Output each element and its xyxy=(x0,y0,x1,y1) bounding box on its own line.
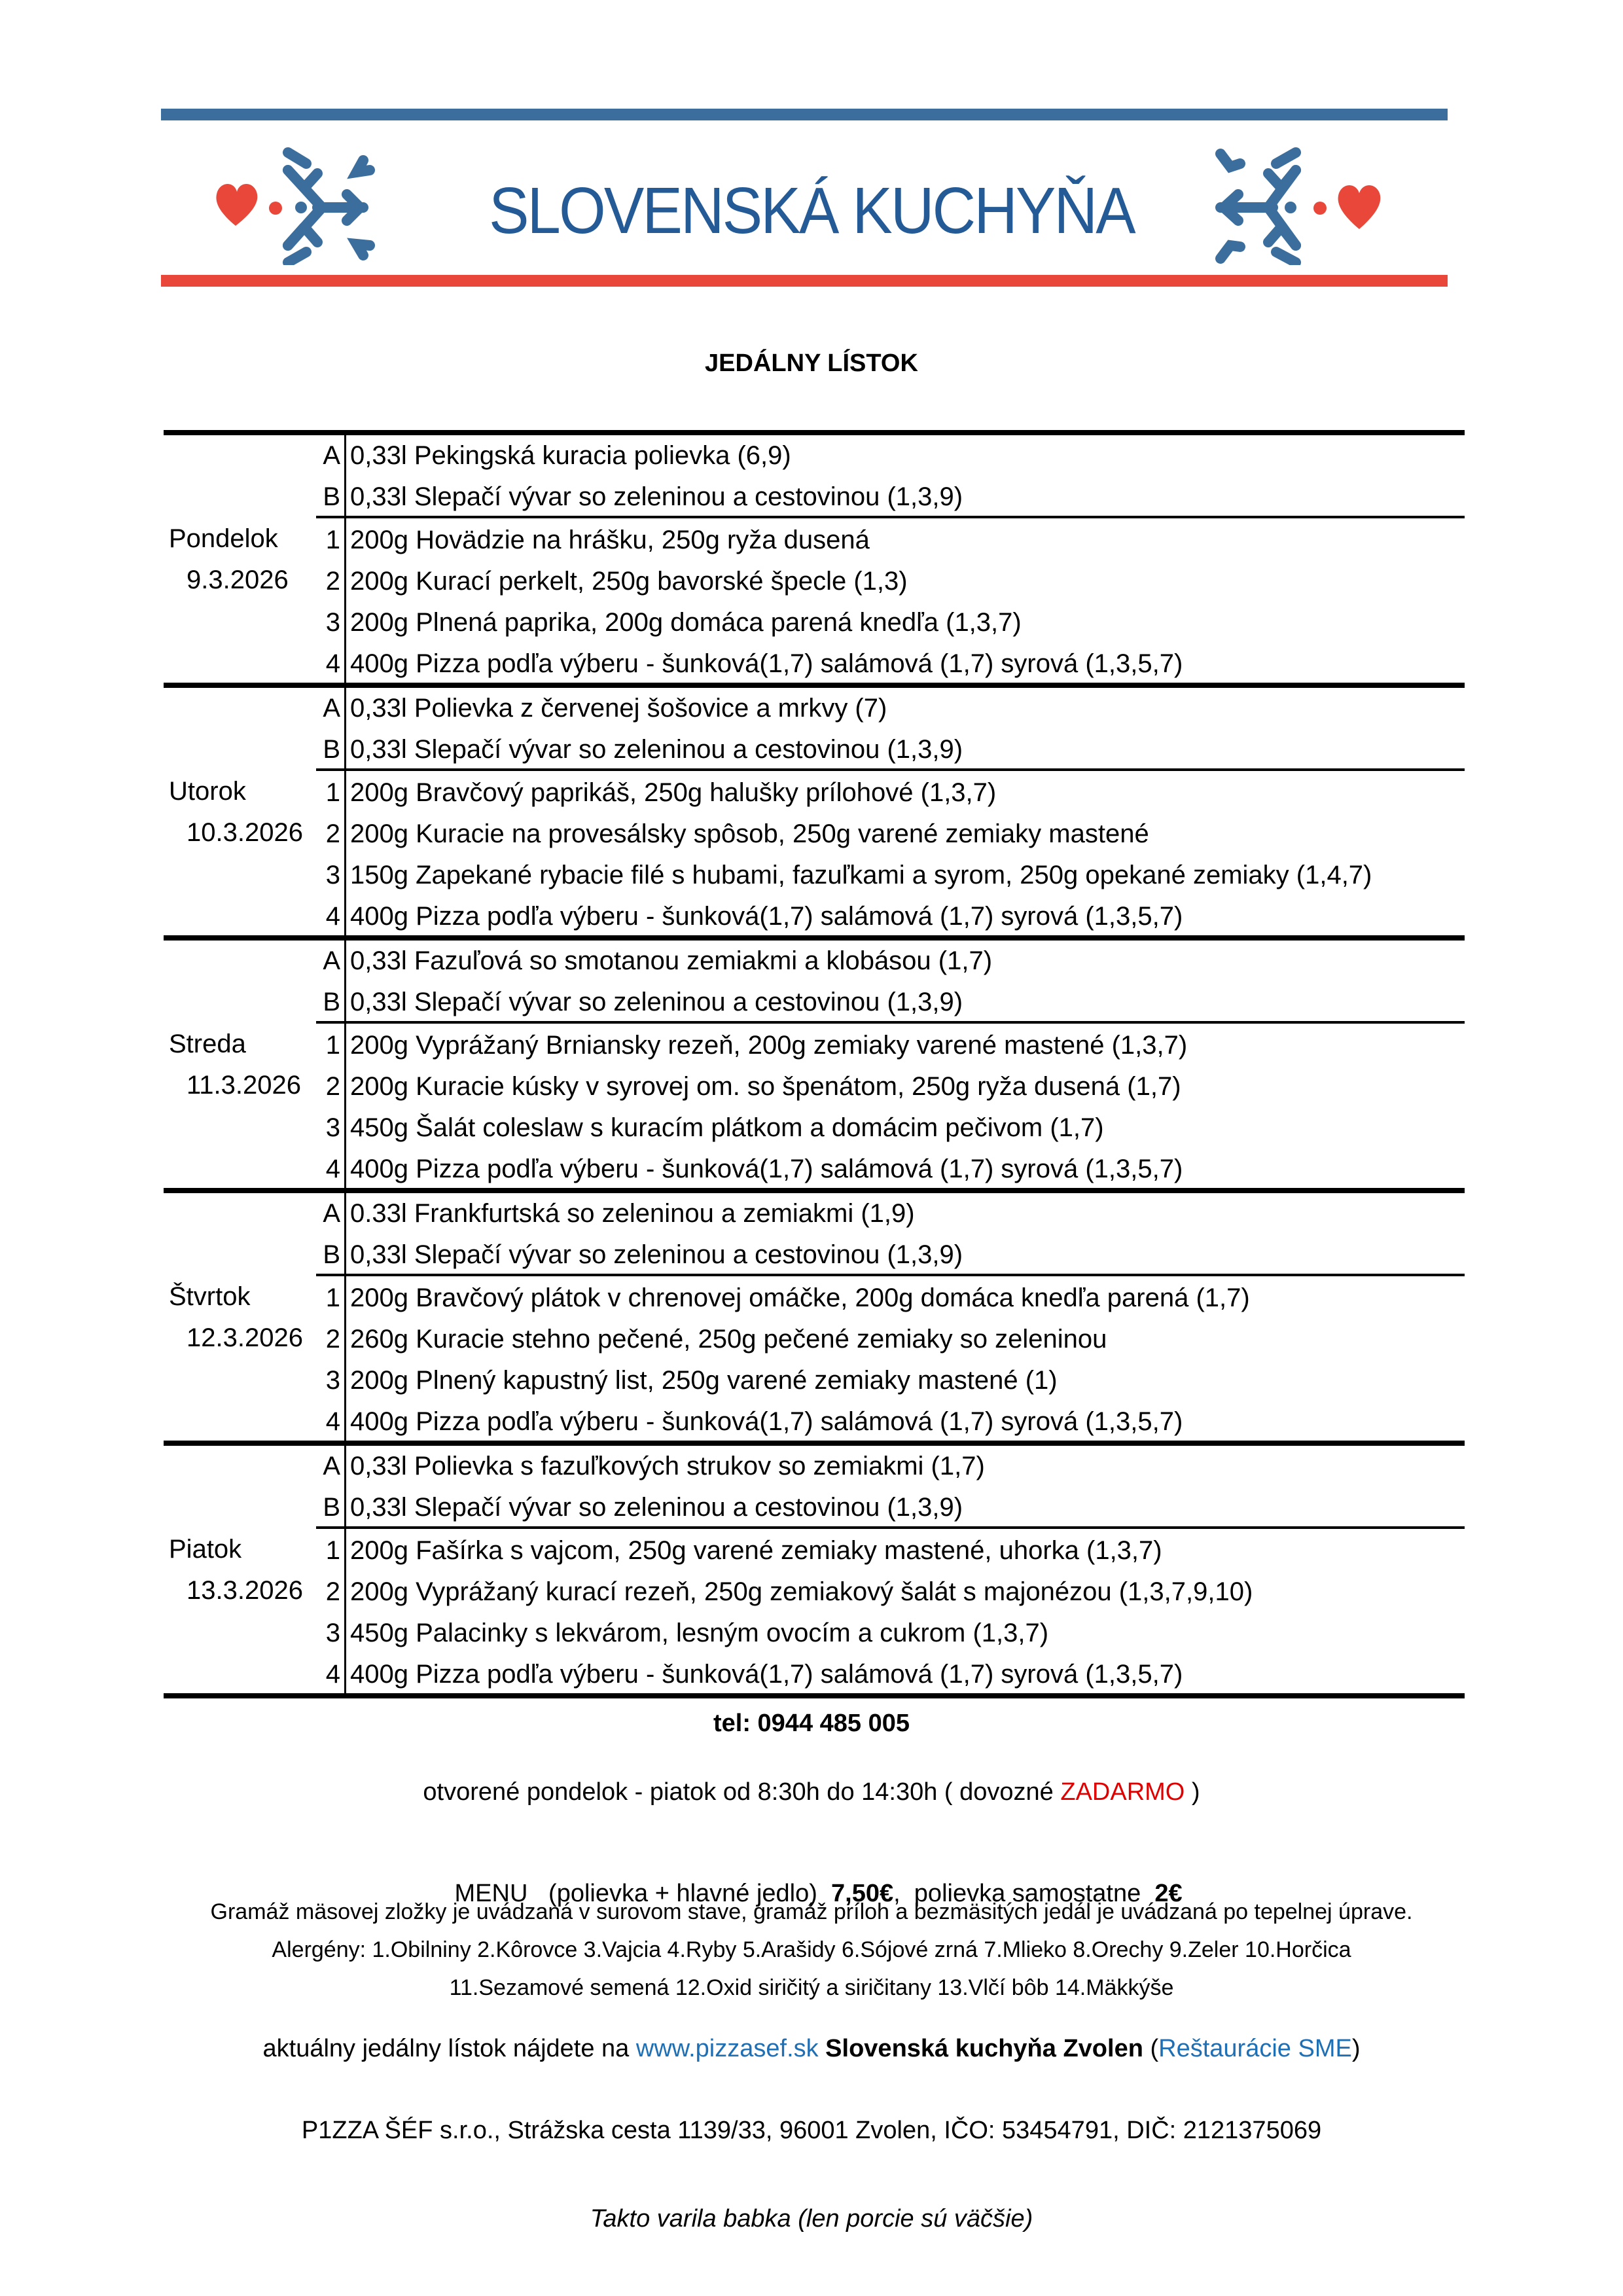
day-items xyxy=(164,1446,1465,1695)
dish-description: 0,33l Slepačí vývar so zeleninou a cestovinou (1,3,9) xyxy=(350,1240,963,1269)
item-code: 2 xyxy=(325,1325,340,1354)
item-code: 2 xyxy=(325,819,340,848)
item-code: A xyxy=(323,441,340,470)
soup-item xyxy=(164,1234,1465,1276)
paren-close: ) xyxy=(1351,2035,1361,2062)
soup-item xyxy=(164,688,1465,729)
dish-description: 200g Vyprážaný kurací rezeň, 250g zemiakový šalát s majonézou (1,3,7,9,10) xyxy=(350,1577,1253,1606)
item-code: 3 xyxy=(325,1113,340,1142)
dish-description: 450g Šalát coleslaw s kuracím plátkom a domácim pečivom (1,7) xyxy=(350,1113,1104,1142)
main-dish-item xyxy=(164,896,1465,937)
dish-description: 400g Pizza podľa výberu - šunková(1,7) salámová (1,7) syrová (1,3,5,7) xyxy=(350,1407,1183,1436)
item-code: A xyxy=(323,1452,340,1480)
dish-description: 200g Kurací perkelt, 250g bavorské špecle (1,3) xyxy=(350,567,908,596)
item-code: B xyxy=(323,988,340,1016)
soup-item xyxy=(164,729,1465,770)
day-date: 11.3.2026 xyxy=(187,1071,301,1100)
soup-item xyxy=(164,435,1465,476)
dish-description: 400g Pizza podľa výberu - šunková(1,7) salámová (1,7) syrová (1,3,5,7) xyxy=(350,902,1183,931)
main-dish-item xyxy=(164,772,1465,814)
dish-description: 200g Plnený kapustný list, 250g varené zemiaky mastené (1) xyxy=(350,1366,1058,1395)
dish-description: 400g Pizza podľa výberu - šunková(1,7) salámová (1,7) syrová (1,3,5,7) xyxy=(350,1155,1183,1183)
dish-description: 0,33l Polievka s fazuľkových strukov so zemiakmi (1,7) xyxy=(350,1452,985,1480)
item-code: 1 xyxy=(325,1283,340,1312)
soup-item xyxy=(164,1193,1465,1234)
company-info: P1ZZA ŠÉF s.r.o., Strážska cesta 1139/33, 96001 Zvolen, IČO: 53454791, DIČ: 2121375069 xyxy=(301,2117,1322,2144)
main-dish-item xyxy=(164,1107,1465,1149)
item-code: B xyxy=(323,1240,340,1269)
weight-note: Gramáž mäsovej zložky je uvádzaná v surovom stave, gramáž príloh a bezmäsitých jedál je uvádzaná po tepelnej úprave. xyxy=(210,1899,1413,1924)
soup-pricing-label: , polievka samostatne xyxy=(893,1880,1155,1907)
main-dish-item xyxy=(164,1530,1465,1571)
dish-description: 400g Pizza podľa výberu - šunková(1,7) salámová (1,7) syrová (1,3,5,7) xyxy=(350,1660,1183,1689)
main-dish-item xyxy=(164,643,1465,685)
menu-price: 7,50€ xyxy=(831,1880,894,1907)
main-dish-item xyxy=(164,1025,1465,1066)
day-name: Pondelok xyxy=(169,524,278,553)
soup-item xyxy=(164,476,1465,518)
dish-description: 200g Plnená paprika, 200g domáca parená knedľa (1,3,7) xyxy=(350,608,1022,637)
item-code: 3 xyxy=(325,861,340,889)
dish-description: 200g Kuracie kúsky v syrovej om. so špenátom, 250g ryža dusená (1,7) xyxy=(350,1072,1181,1101)
dish-description: 0,33l Slepačí vývar so zeleninou a cestovinou (1,3,9) xyxy=(350,988,963,1016)
day-items xyxy=(164,1193,1465,1443)
dish-description: 0,33l Pekingská kuracia polievka (6,9) xyxy=(350,441,791,470)
main-dish-item xyxy=(164,1613,1465,1654)
day-name: Streda xyxy=(169,1030,246,1058)
day-date: 10.3.2026 xyxy=(187,818,303,847)
header-bottom-bar xyxy=(161,275,1448,287)
restaurant-name: Slovenská kuchyňa Zvolen xyxy=(818,2035,1143,2062)
item-code: 3 xyxy=(325,608,340,637)
online-menu-info xyxy=(0,2032,1623,2065)
dish-description: 0,33l Slepačí vývar so zeleninou a cestovinou (1,3,9) xyxy=(350,735,963,764)
page-title: SLOVENSKÁ KUCHYŇA xyxy=(489,174,1134,247)
item-code: A xyxy=(323,1199,340,1228)
dish-description: 0,33l Slepačí vývar so zeleninou a cestovinou (1,3,9) xyxy=(350,482,963,511)
day-name: Štvrtok xyxy=(169,1282,251,1311)
item-code: B xyxy=(323,482,340,511)
main-dish-item xyxy=(164,1066,1465,1107)
day-items xyxy=(164,941,1465,1190)
opening-hours-end: ) xyxy=(1185,1778,1200,1806)
dish-description: 200g Bravčový plátok v chrenovej omáčke, 200g domáca knedľa parená (1,7) xyxy=(350,1283,1250,1312)
item-code: A xyxy=(323,946,340,975)
main-dish-item xyxy=(164,561,1465,602)
dish-description: 400g Pizza podľa výberu - šunková(1,7) salámová (1,7) syrová (1,3,5,7) xyxy=(350,649,1183,678)
day-section xyxy=(164,683,1465,935)
item-code: 4 xyxy=(325,1407,340,1436)
day-section xyxy=(164,1441,1465,1698)
allergens-line-1: Alergény: 1.Obilniny 2.Kôrovce 3.Vajcia 4.Ryby 5.Arašidy 6.Sójové zrná 7.Mlieko 8.Orechy 9.Zeler 10.Horčica xyxy=(272,1937,1351,1962)
main-dish-item xyxy=(164,520,1465,561)
soup-item xyxy=(164,982,1465,1023)
item-code: 4 xyxy=(325,649,340,678)
website-link[interactable]: www.pizzasef.sk xyxy=(635,2035,819,2062)
soup-item xyxy=(164,1487,1465,1528)
menu-heading: JEDÁLNY LÍSTOK xyxy=(705,350,918,377)
dish-description: 200g Hovädzie na hrášku, 250g ryža dusená xyxy=(350,526,870,554)
menu-pricing-label: MENU (polievka + hlavné jedlo) xyxy=(454,1880,832,1907)
online-menu-text: aktuálny jedálny lístok nájdete na xyxy=(262,2035,636,2062)
item-code: 3 xyxy=(325,1619,340,1647)
soup-item xyxy=(164,1446,1465,1487)
item-code: 1 xyxy=(325,1031,340,1060)
item-code: 4 xyxy=(325,1155,340,1183)
day-items xyxy=(164,688,1465,937)
day-name: Utorok xyxy=(169,777,246,806)
main-dish-item xyxy=(164,602,1465,643)
item-code: B xyxy=(323,1493,340,1522)
dish-description: 0,33l Slepačí vývar so zeleninou a cestovinou (1,3,9) xyxy=(350,1493,963,1522)
day-name: Piatok xyxy=(169,1535,242,1564)
day-section xyxy=(164,935,1465,1188)
item-code: 4 xyxy=(325,1660,340,1689)
item-code: 2 xyxy=(325,567,340,596)
dish-description: 200g Kuracie na provesálsky spôsob, 250g varené zemiaky mastené xyxy=(350,819,1149,848)
item-code: 4 xyxy=(325,902,340,931)
item-code: 1 xyxy=(325,1536,340,1565)
main-dish-item xyxy=(164,855,1465,896)
sme-restaurants-link[interactable]: Reštaurácie SME xyxy=(1158,2035,1352,2062)
main-dish-item xyxy=(164,1571,1465,1613)
day-section xyxy=(164,430,1465,683)
item-code: 3 xyxy=(325,1366,340,1395)
motto: Takto varila babka (len porcie sú väčšie) xyxy=(590,2205,1033,2233)
dish-description: 150g Zapekané rybacie filé s hubami, fazuľkami a syrom, 250g opekané zemiaky (1,4,7) xyxy=(350,861,1372,889)
opening-hours-text: otvorené pondelok - piatok od 8:30h do 14:30h ( dovozné xyxy=(423,1778,1061,1806)
item-code: A xyxy=(323,694,340,723)
item-code: B xyxy=(323,735,340,764)
day-date: 9.3.2026 xyxy=(187,565,289,594)
main-dish-item xyxy=(164,1401,1465,1443)
dish-description: 0,33l Polievka z červenej šošovice a mrkvy (7) xyxy=(350,694,887,723)
day-date: 12.3.2026 xyxy=(187,1323,303,1352)
phone-number: tel: 0944 485 005 xyxy=(713,1710,910,1737)
soup-item xyxy=(164,941,1465,982)
paren-open: ( xyxy=(1143,2035,1159,2062)
main-dish-item xyxy=(164,1149,1465,1190)
allergens-line-2: 11.Sezamové semená 12.Oxid siričitý a siričitany 13.Vlčí bôb 14.Mäkkýše xyxy=(449,1975,1174,2000)
main-dish-item xyxy=(164,814,1465,855)
main-dish-item xyxy=(164,1360,1465,1401)
dish-description: 0,33l Fazuľová so smotanou zemiakmi a klobásou (1,7) xyxy=(350,946,993,975)
dish-description: 200g Vyprážaný Brniansky rezeň, 200g zemiaky varené mastené (1,3,7) xyxy=(350,1031,1188,1060)
day-items xyxy=(164,435,1465,685)
day-section xyxy=(164,1188,1465,1441)
item-code: 2 xyxy=(325,1577,340,1606)
item-code: 2 xyxy=(325,1072,340,1101)
weekly-menu-table xyxy=(164,430,1465,1698)
item-code: 1 xyxy=(325,526,340,554)
day-date: 13.3.2026 xyxy=(187,1576,303,1605)
main-dish-item xyxy=(164,1319,1465,1360)
dish-description: 450g Palacinky s lekvárom, lesným ovocím a cukrom (1,3,7) xyxy=(350,1619,1049,1647)
item-code: 1 xyxy=(325,778,340,807)
dish-description: 0.33l Frankfurtská so zeleninou a zemiakmi (1,9) xyxy=(350,1199,915,1228)
dish-description: 200g Fašírka s vajcom, 250g varené zemiaky mastené, uhorka (1,3,7) xyxy=(350,1536,1162,1565)
soup-price: 2€ xyxy=(1154,1880,1183,1907)
opening-hours xyxy=(0,1776,1623,1808)
dish-description: 200g Bravčový paprikáš, 250g halušky prílohové (1,3,7) xyxy=(350,778,997,807)
main-dish-item xyxy=(164,1278,1465,1319)
dish-description: 260g Kuracie stehno pečené, 250g pečené zemiaky so zeleninou xyxy=(350,1325,1107,1354)
free-delivery-badge: ZADARMO xyxy=(1060,1778,1185,1806)
main-dish-item xyxy=(164,1654,1465,1695)
header-top-bar xyxy=(161,109,1448,120)
